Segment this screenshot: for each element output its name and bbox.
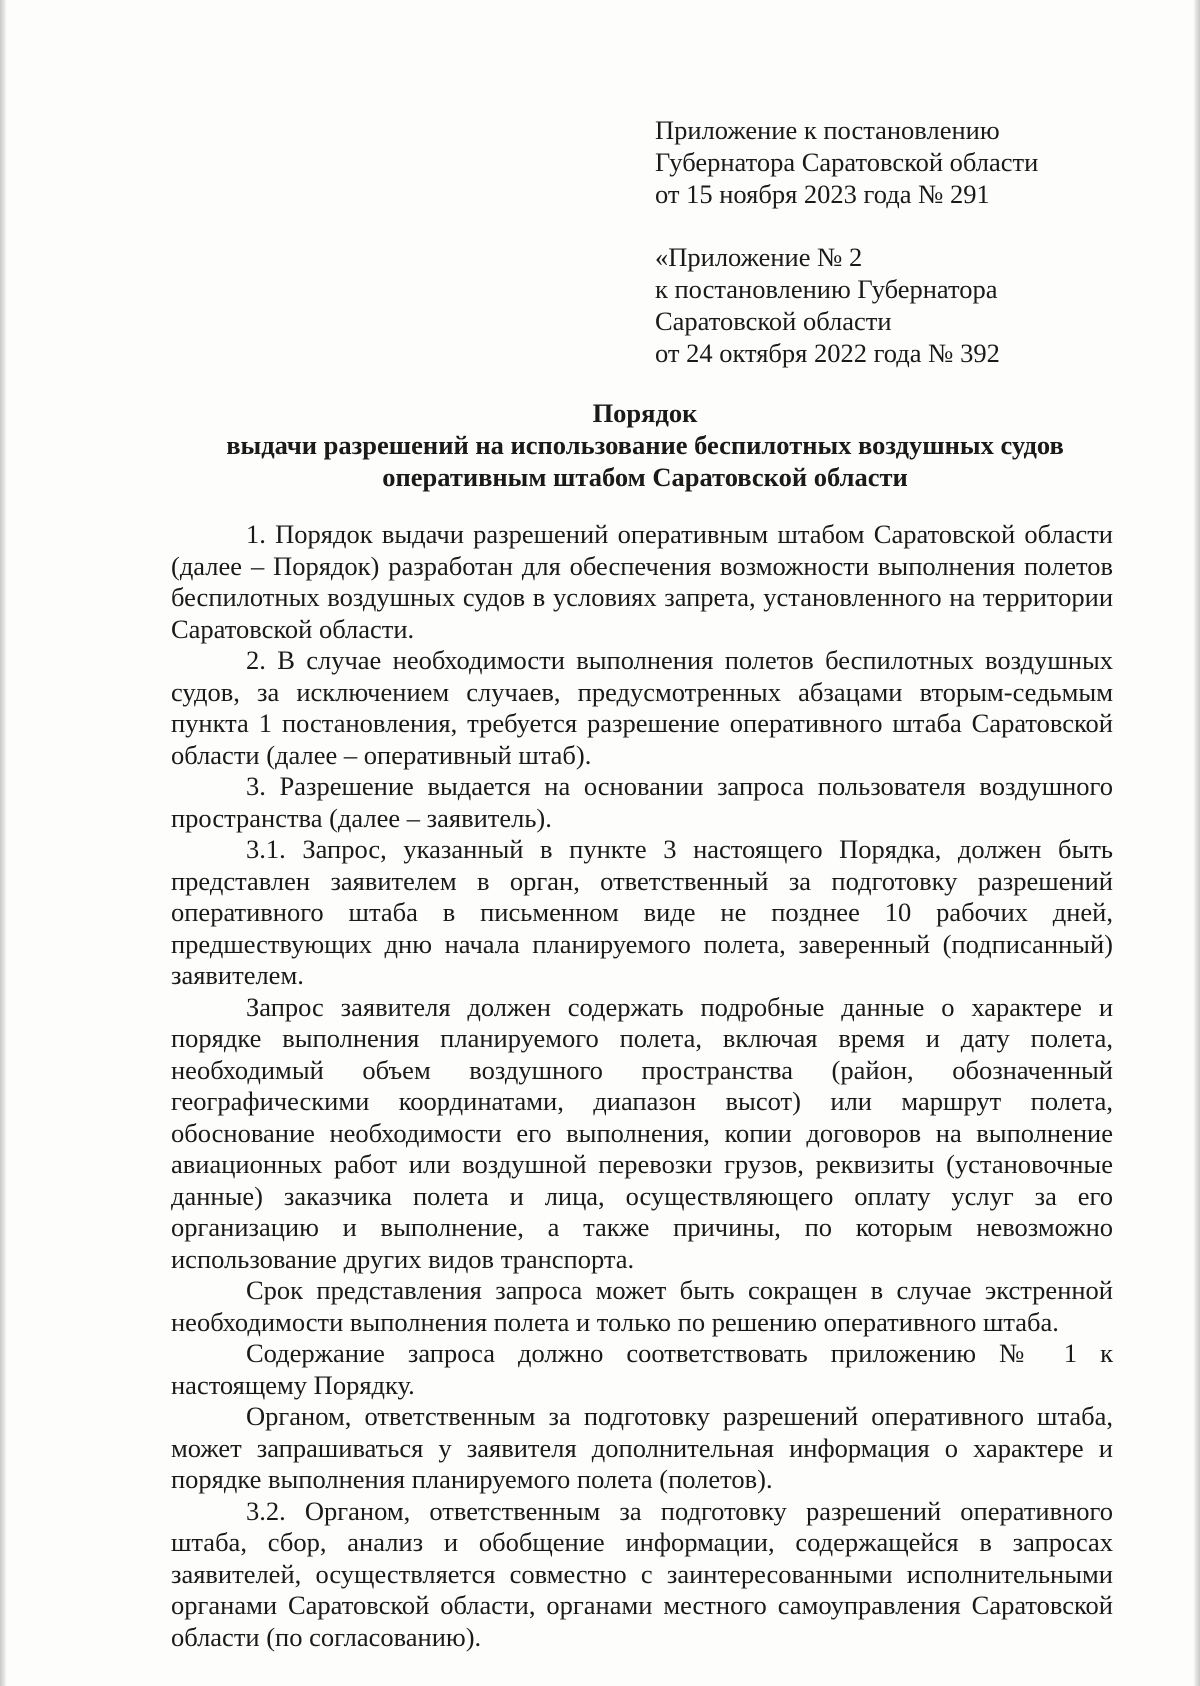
document-body <box>171 519 1113 1653</box>
title-line: оперативным штабом Саратовской области <box>382 462 908 492</box>
paragraph-request-content: Запрос заявителя должен содержать подробные данные о характере и порядке выполнения планируемого полета, включая время и дату полета, необходимый объем воздушного пространства (район, обозначенный географическими координатами, диапазон высот) или маршрут полета, обоснование необходимости его выполнения, копии договоров на выполнение авиационных работ или воздушной перевозки грузов, реквизиты (установочные данные) заказчика полета и лица, осуществляющего оплату услуг за его организацию и выполнение, а также причины, по которым невозможно использование других видов транспорта. <box>171 991 1113 1274</box>
scan-edge-right <box>1194 0 1200 1686</box>
paragraph-1: 1. Порядок выдачи разрешений оперативным штабом Саратовской области (далее – Порядок) разработан для обеспечения возможности выполнения полетов беспилотных воздушных судов в условиях запрета, установленного на территории Саратовской области. <box>171 519 1113 644</box>
paragraph-additional-info: Органом, ответственным за подготовку разрешений оперативного штаба, может запрашиваться у заявителя дополнительная информация о характере и порядке выполнения планируемого полета (полетов). <box>171 1401 1113 1494</box>
paragraph-3-2: 3.2. Органом, ответственным за подготовку разрешений оперативного штаба, сбор, анализ и обобщение информации, содержащейся в запросах заявителей, осуществляется совместно с заинтересованными исполнительными органами Саратовской области, органами местного самоуправления Саратовской области (по согласованию). <box>171 1495 1113 1652</box>
approval-line: Приложение к постановлению <box>655 115 1000 145</box>
paragraph-2: 2. В случае необходимости выполнения полетов беспилотных воздушных судов, за исключением случаев, предусмотренных абзацами вторым-седьмым пункта 1 постановления, требуется разрешение оперативного штаба Саратовской области (далее – оперативный штаб). <box>171 645 1113 770</box>
appendix-line: «Приложение № 2 <box>655 242 863 272</box>
title-line: Порядок <box>592 398 698 428</box>
paragraph-3: 3. Разрешение выдается на основании запроса пользователя воздушного пространства (далее – заявитель). <box>171 771 1113 833</box>
appendix-line: к постановлению Губернатора <box>655 274 998 304</box>
title-line: выдачи разрешений на использование беспилотных воздушных судов <box>226 430 1064 460</box>
appendix-reference <box>655 241 1125 369</box>
paragraph-deadline: Срок представления запроса может быть сокращен в случае экстренной необходимости выполнения полета и только по решению оперативного штаба. <box>171 1275 1113 1337</box>
paragraph-request-form: Содержание запроса должно соответствовать приложению № 1 к настоящему Порядку. <box>171 1338 1113 1400</box>
appendix-line: от 24 октября 2022 года № 392 <box>655 338 1000 368</box>
scan-edge-left <box>0 0 6 1686</box>
paragraph-3-1: 3.1. Запрос, указанный в пункте 3 настоящего Порядка, должен быть представлен заявителем в орган, ответственный за подготовку разрешений оперативного штаба в письменном виде не позднее 10 рабочих дней, предшествующих дню начала планируемого полета, заверенный (подписанный) заявителем. <box>171 834 1113 990</box>
approval-reference <box>655 114 1125 210</box>
approval-line: Губернатора Саратовской области <box>655 147 1039 177</box>
appendix-line: Саратовской области <box>655 306 892 336</box>
approval-line: от 15 ноября 2023 года № 291 <box>655 179 990 209</box>
document-title <box>0 397 1200 493</box>
